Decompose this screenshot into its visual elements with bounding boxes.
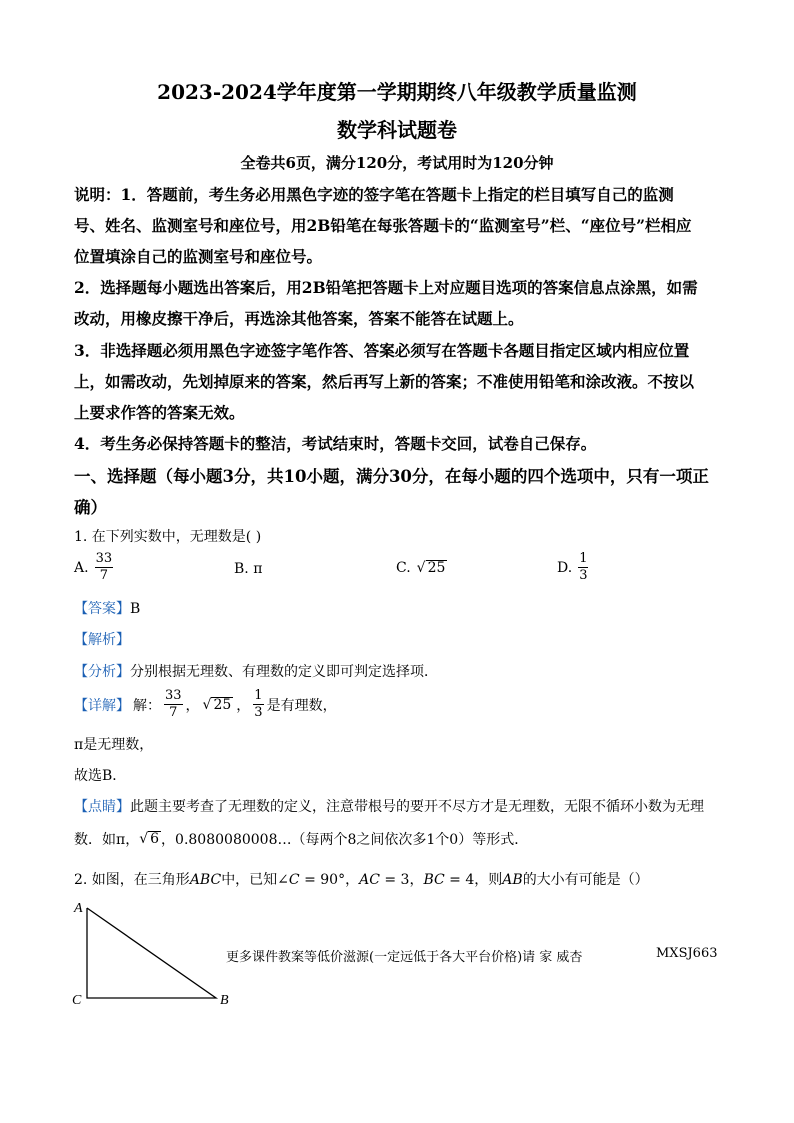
math-var: AC	[359, 872, 380, 888]
stem-text: = 90°，	[299, 872, 360, 888]
instruction-line: 改动，用橡皮擦干净后，再选涂其他答案，答案不能答在试题上。	[74, 309, 524, 328]
math-var: ABC	[189, 872, 222, 888]
comment-pre: 数．如π，	[74, 832, 140, 848]
fenxi-text: 分别根据无理数、有理数的定义即可判定选择项．	[130, 664, 438, 680]
q1-answer	[74, 598, 140, 618]
fraction	[253, 688, 263, 721]
q1-option-c	[396, 560, 447, 576]
option-label: D.	[557, 559, 573, 576]
stem-text: 2. 如图，在三角形	[74, 872, 190, 888]
section-heading: 一、选择题（每小题3分，共10小题，满分30分，在每小题的四个选项中，只有一项正	[74, 467, 709, 486]
square-root: √ 25	[416, 560, 446, 576]
triangle-figure	[70, 896, 240, 1010]
option-label: C.	[396, 560, 411, 576]
separator: ，	[236, 697, 251, 714]
math-var: C	[288, 872, 300, 888]
q1-choose-line: 故选B．	[74, 768, 127, 784]
instruction-line: 4．考生务必保持答题卡的整洁，考试结束时，答题卡交回，试卷自己保存。	[74, 434, 597, 453]
fenxi-tag: 【分析】	[74, 664, 130, 680]
q1-detail	[74, 688, 337, 721]
radicand: 25	[427, 560, 446, 576]
math-var: AB	[502, 872, 523, 888]
question-2-stem	[74, 869, 649, 889]
radicand: 6	[150, 831, 160, 847]
comment-tag: 【点睛】	[74, 799, 130, 815]
denominator: 7	[169, 705, 178, 720]
detail-tag: 【详解】	[74, 697, 130, 714]
numerator: 33	[95, 551, 113, 566]
question-1-stem: 1. 在下列实数中，无理数是( )	[74, 529, 262, 545]
exam-info: 全卷共6页，满分120分，考试用时为120分钟	[240, 154, 554, 172]
instruction-line: 号、姓名、监测室号和座位号，用2B铅笔在每张答题卡的“监测室号”栏、“座位号”栏相应	[74, 216, 692, 235]
q1-option-a	[74, 551, 113, 584]
q1-analysis-tag: 【解析】	[74, 632, 130, 648]
denominator: 3	[579, 568, 588, 583]
instruction-line: 说明：1．答题前，考生务必用黑色字迹的签字笔在答题卡上指定的栏目填写自己的监测	[74, 185, 674, 204]
section-heading: 确）	[74, 498, 107, 517]
answer-value: B	[130, 601, 141, 617]
numerator: 1	[254, 688, 263, 703]
triangle-outline	[87, 908, 216, 998]
instruction-line: 上，如需改动，先划掉原来的答案，然后再写上新的答案；不准使用铅笔和涂改液。不按以	[74, 372, 695, 391]
exam-subtitle: 数学科试题卷	[337, 118, 457, 142]
option-label: A.	[74, 559, 89, 576]
fraction	[164, 688, 183, 721]
denominator: 7	[99, 568, 108, 583]
instruction-line: 上要求作答的答案无效。	[74, 403, 245, 422]
answer-tag: 【答案】	[74, 601, 130, 617]
numerator: 33	[165, 688, 182, 703]
square-root: √ 25	[202, 696, 232, 713]
footer-code: MXSJ663	[656, 946, 718, 961]
instruction-line: 3．非选择题必须用黑色字迹签字笔作答、答案必须写在答题卡各题目指定区域内相应位置	[74, 341, 690, 360]
q1-option-b	[234, 561, 262, 577]
fraction	[95, 551, 114, 584]
detail-suffix: 是有理数，	[266, 697, 337, 714]
stem-text: = 4，则	[444, 872, 503, 888]
fraction	[578, 551, 588, 584]
footer-ad-text: 更多课件教案等低价滋源(一定远低于各大平台价格)请 家 威杏	[226, 950, 583, 965]
math-var: BC	[423, 872, 445, 888]
instruction-line: 位置填涂自己的监测室号和座位号。	[74, 247, 323, 266]
stem-text: 的大小有可能是（）	[522, 872, 649, 888]
detail-prefix: 解：	[133, 697, 161, 714]
q1-comment-line2	[74, 829, 528, 849]
q1-fenxi	[74, 661, 438, 681]
option-text: B. π	[234, 561, 263, 577]
comment-post: ，0.8080080008…（每两个8之间依次多1个0）等形式．	[161, 832, 529, 848]
q1-pi-line: π是无理数，	[74, 737, 154, 753]
vertex-label-b: B	[220, 993, 229, 1008]
numerator: 1	[579, 551, 588, 566]
stem-text: 中，已知∠	[221, 872, 289, 888]
vertex-label-c: C	[72, 993, 82, 1008]
comment-text: 此题主要考查了无理数的定义，注意带根号的要开不尽方才是无理数，无限不循环小数为无理	[130, 799, 704, 815]
denominator: 3	[254, 705, 263, 720]
q1-comment	[74, 796, 704, 816]
square-root: √ 6	[139, 831, 160, 847]
exam-title: 2023-2024学年度第一学期期终八年级教学质量监测	[157, 80, 637, 104]
separator: ，	[185, 697, 200, 714]
stem-text: = 3，	[379, 872, 424, 888]
instruction-line: 2．选择题每小题选出答案后，用2B铅笔把答题卡上对应题目选项的答案信息点涂黑，如需	[74, 278, 698, 297]
q1-option-d	[557, 551, 588, 584]
vertex-label-a: A	[74, 901, 83, 916]
radicand: 25	[213, 696, 232, 713]
